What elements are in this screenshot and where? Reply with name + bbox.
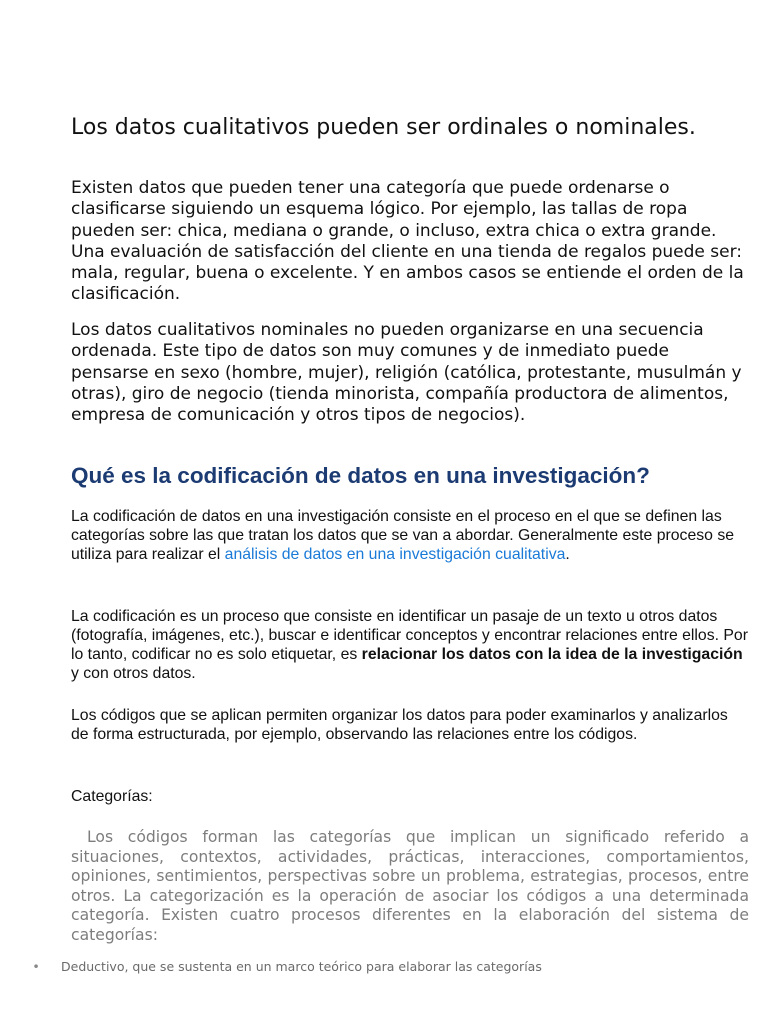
paragraph-text: La codificación es un proceso que consiste en identificar un pasaje de un texto u otros datos (fotografía, imágenes, etc.), buscar e identificar conceptos y encontrar relaciones entre ellos. Por lo tanto, codificar no es solo etiquetar, es xyxy=(71,608,748,663)
section-heading-qualitative-data: Los datos cualitativos pueden ser ordinales o nominales. xyxy=(71,115,696,140)
paragraph-nominal-data: Los datos cualitativos nominales no pueden organizarse en una secuencia ordenada. Este tipo de datos son muy comunes y de inmediato puede pensarse en sexo (hombre, mujer), religión (católica, protestante, musulmán y otras), giro de negocio (tienda minorista, compañía productora de alimentos, empresa de comunicación y otros tipos de negocios). xyxy=(71,320,742,426)
list-item-text: Deductivo, que se sustenta en un marco teórico para elaborar las categorías xyxy=(61,959,542,974)
quote-categories-description: Los códigos forman las categorías que implican un significado referido a situaciones, contextos, actividades, prácticas, interacciones, comportamientos, opiniones, sentimientos, perspectivas sobre un problema, estrategias, procesos, entre otros. La categorización es la operación de asociar los códigos a una determinada categoría. Existen cuatro procesos diferentes en la elaboración del sistema de categorías: xyxy=(71,828,749,944)
paragraph-coding-definition xyxy=(71,507,749,564)
paragraph-ordinal-data: Existen datos que pueden tener una categoría que puede ordenarse o clasificarse siguiendo un esquema lógico. Por ejemplo, las tallas de ropa pueden ser: chica, mediana o grande, o incluso, extra chica o extra grande. Una evaluación de satisfacción del cliente en una tienda de regalos puede ser: mala, regular, buena o excelente. Y en ambos casos se entiende el orden de la clasificación. xyxy=(71,178,744,305)
bold-emphasis: relacionar los datos con la idea de la investigación xyxy=(361,646,743,663)
bullet-icon: • xyxy=(32,959,40,974)
qualitative-analysis-link[interactable]: análisis de datos en una investigación cualitativa xyxy=(224,546,566,563)
paragraph-text-end: . xyxy=(565,546,570,563)
paragraph-categories-label: Categorías: xyxy=(71,788,153,805)
paragraph-text-end: y con otros datos. xyxy=(71,665,196,682)
paragraph-text: La codificación de datos en una investigación consiste en el proceso en el que se definen las categorías sobre las que tratan los datos que se van a abordar. Generalmente este proceso se utiliza para realizar el xyxy=(71,508,734,563)
paragraph-codes-organize: Los códigos que se aplican permiten organizar los datos para poder examinarlos y analizarlos de forma estructurada, por ejemplo, observando las relaciones entre los códigos. xyxy=(71,707,728,743)
category-process-list xyxy=(31,958,751,976)
section-heading-data-coding: Qué es la codificación de datos en una investigación? xyxy=(71,463,650,488)
list-item xyxy=(31,958,751,976)
paragraph-coding-process xyxy=(71,607,749,683)
